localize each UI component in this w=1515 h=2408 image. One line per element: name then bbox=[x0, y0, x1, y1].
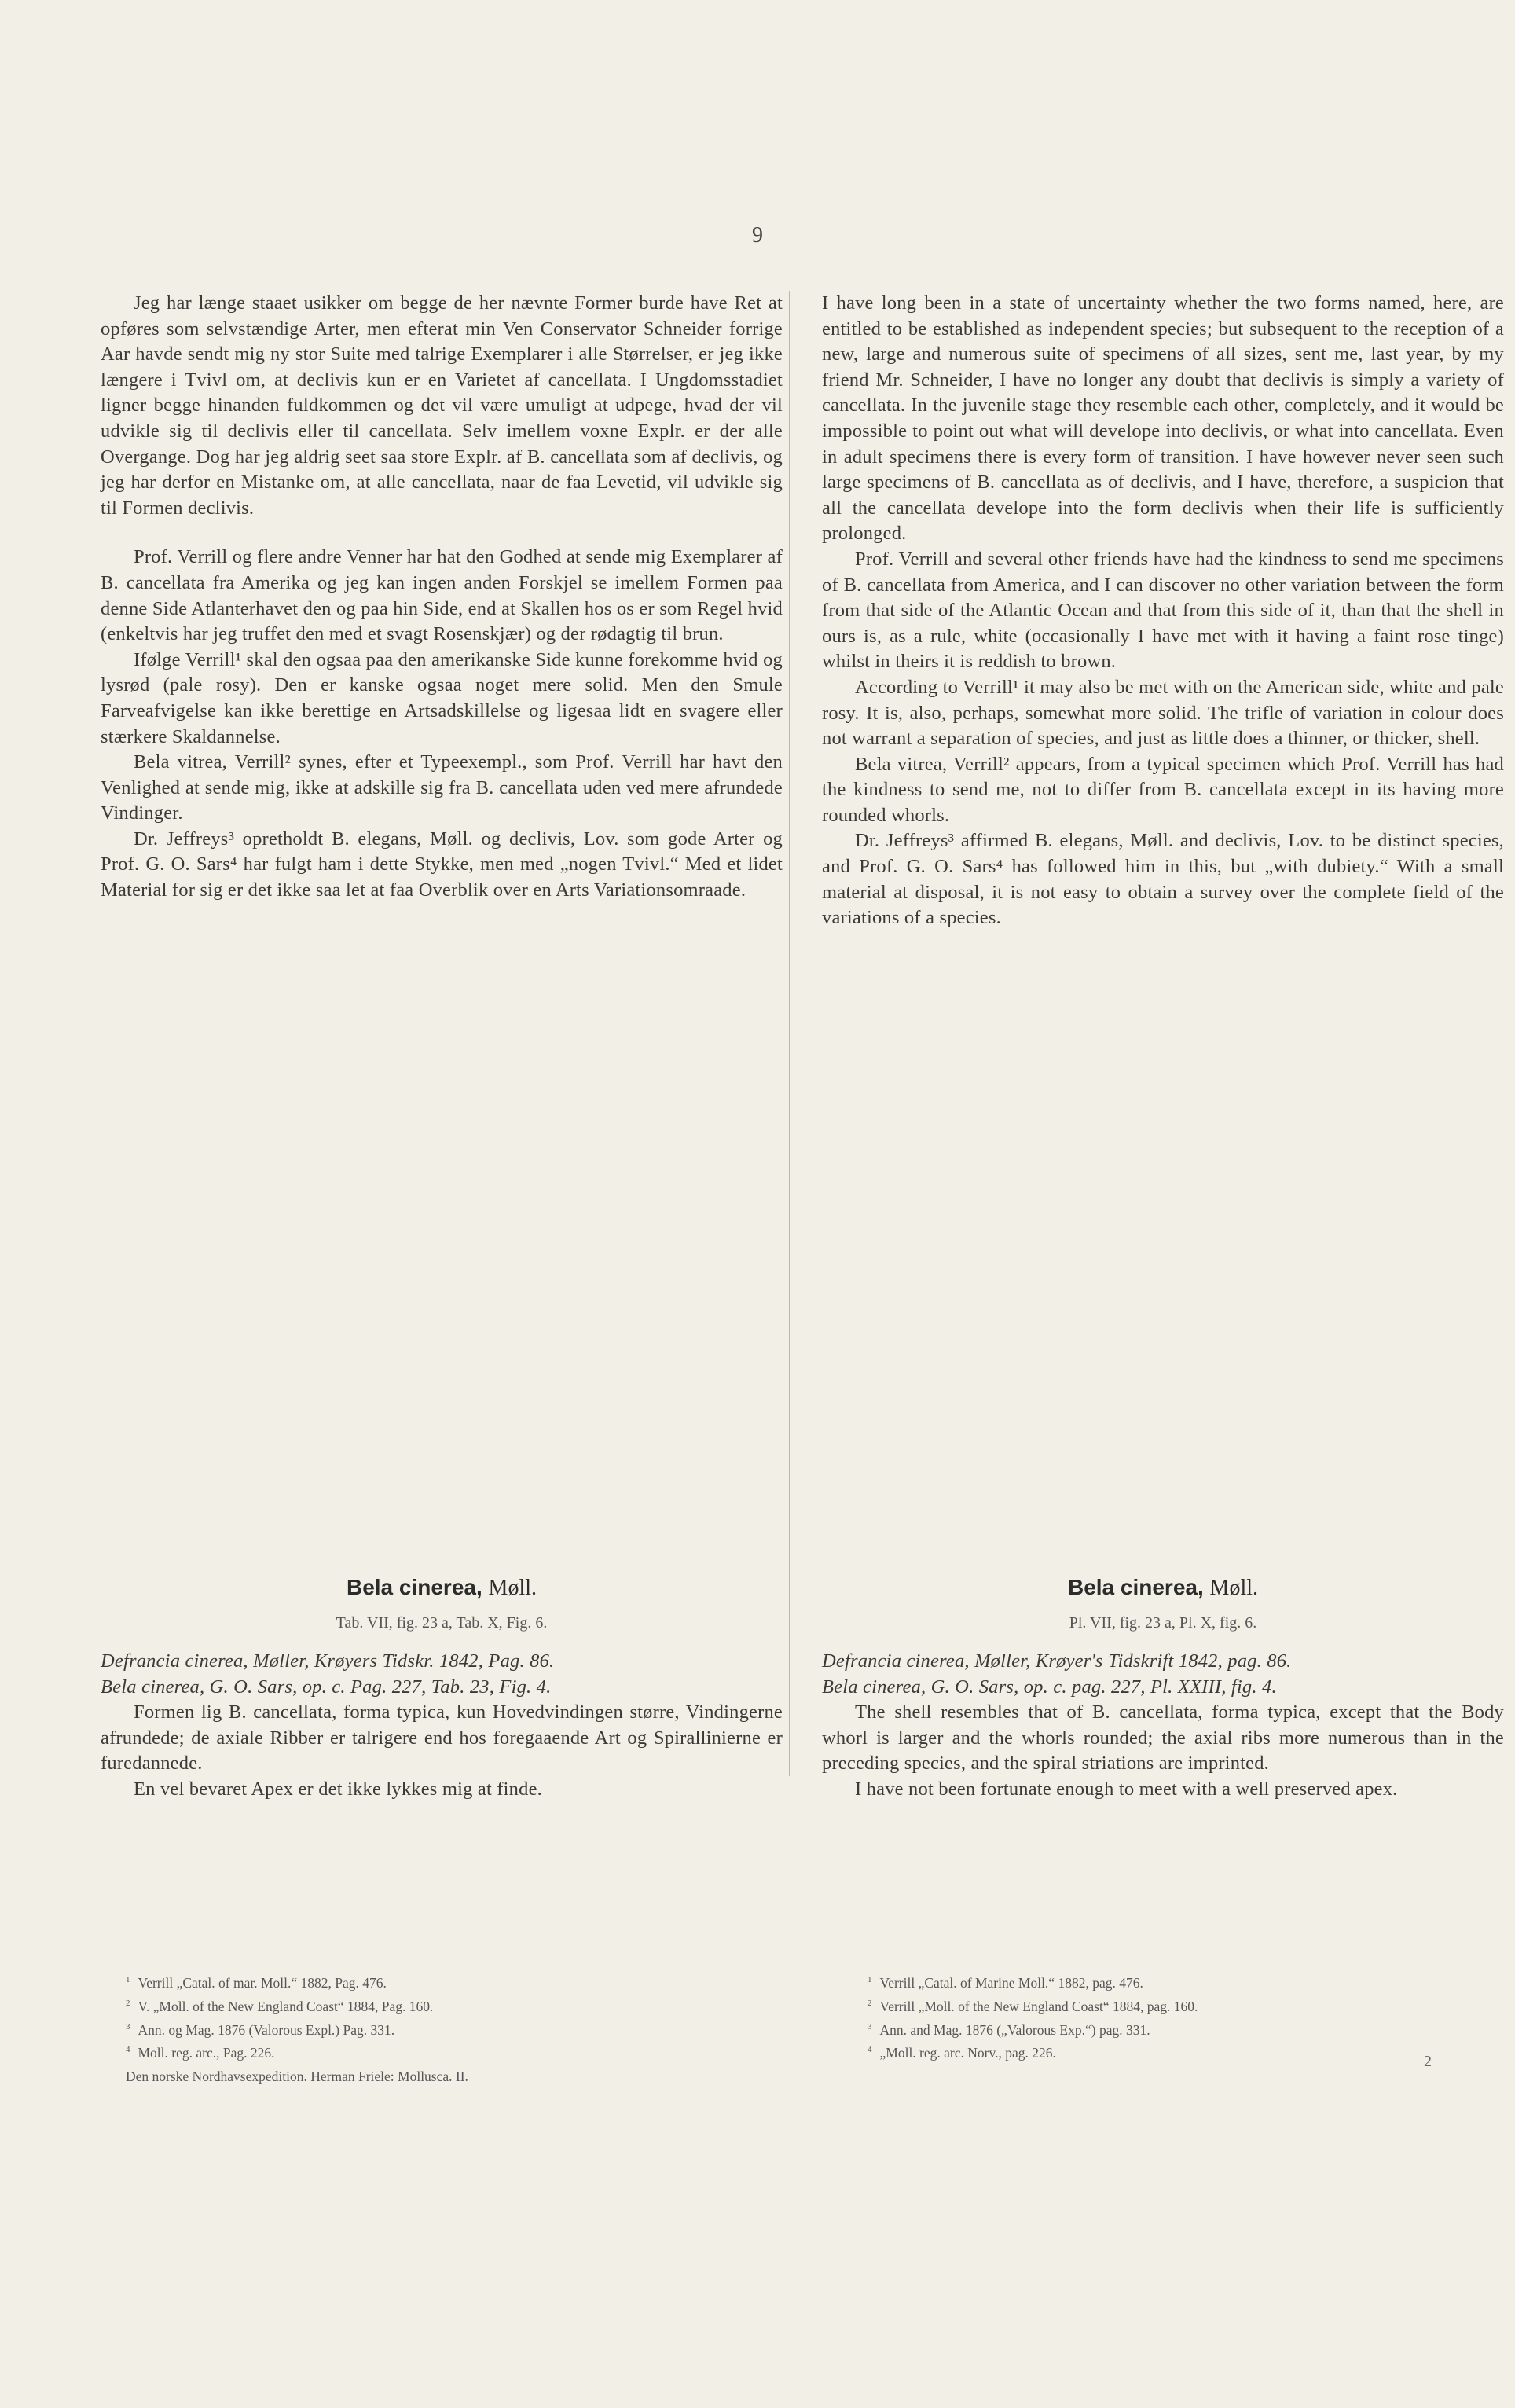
footnote-left-1: $^1$ Verrill „Catal. of mar. Moll.“ 1882, Pag. 476. bbox=[126, 1974, 387, 1991]
synonym-2-left: Bela cinerea, G. O. Sars, op. c. Pag. 227, Tab. 23, Fig. 4. bbox=[101, 1676, 552, 1698]
page-number: 9 bbox=[752, 223, 763, 248]
species-author-right: Møll. bbox=[1209, 1576, 1259, 1600]
column-divider bbox=[789, 291, 790, 1776]
left-paragraph-1: Jeg har længe staaet usikker om begge de her nævnte Former burde have Ret at opføres som selvstændige Arter, men efterat min Ven Conservator Schneider forrige Aar havde sendt mig ny stor Suite med talrige Exemplarer i alle Størrelser, er jeg ikke længere i Tvivl om, at declivis kun er en Varietet af cancellata. I Ungdomsstadiet ligner begge hinanden fuldkommen og det vil være umuligt at udpege, hvad der vil udvikle sig til declivis eller til cancellata. Selv imellem voxne Explr. er der alle Overgange. Dog har jeg aldrig seet saa store Explr. af B. cancellata som af declivis, og jeg har derfor en Mistanke om, at alle cancellata, naar de faa Levetid, vil udvikle sig til Formen declivis. bbox=[101, 292, 783, 519]
species-title-left: Bela cinerea, bbox=[346, 1575, 482, 1599]
footnote-right-2: $^2$ Verrill „Moll. of the New England Coast“ 1884, pag. 160. bbox=[868, 1998, 1198, 2014]
right-paragraph-5: Dr. Jeffreys³ affirmed B. elegans, Møll. and declivis, Lov. to be distinct species, and Prof. G. O. Sars⁴ has followed him in this, but „with dubiety.“ With a small material at disposal, it is not easy to obtain a survey over the complete field of the variations of a species. bbox=[822, 830, 1504, 929]
left-paragraph-2: Prof. Verrill og flere andre Venner har hat den Godhed at sende mig Exemplarer af B. cancellata fra Amerika og jeg kan ingen anden Forskjel se imellem Formen paa denne Side Atlanterhavet den og paa hin Side, end at Skallen hos os er som Regel hvid (enkeltvis har jeg truffet den med et svagt Rosenskjær) og der rødagtig til brun. bbox=[101, 546, 783, 645]
species-apex-right: I have not been fortunate enough to meet with a well preserved apex. bbox=[855, 1778, 1398, 1800]
signature-mark: 2 bbox=[1424, 2053, 1432, 2070]
species-body-right bbox=[822, 1649, 1504, 1803]
footnote-left-2: $^2$ V. „Moll. of the New England Coast“ 1884, Pag. 160. bbox=[126, 1998, 434, 2014]
footnote-right-3: $^3$ Ann. and Mag. 1876 („Valorous Exp.“) pag. 331. bbox=[868, 2021, 1150, 2038]
species-author-left: Møll. bbox=[488, 1576, 537, 1600]
footnote-left-3: $^3$ Ann. og Mag. 1876 (Valorous Expl.) Pag. 331. bbox=[126, 2021, 395, 2038]
left-paragraph-5: Dr. Jeffreys³ opretholdt B. elegans, Møll. og declivis, Lov. som gode Arter og Prof. G. O. Sars⁴ har fulgt ham i dette Stykke, men med „nogen Tvivl.“ Med et lidet Material for sig er det ikke saa let at faa Overblik over en Arts Variationsomraade. bbox=[101, 828, 783, 901]
right-paragraph-3: According to Verrill¹ it may also be met with on the American side, white and pale rosy. It is, also, perhaps, somewhat more solid. The trifle of variation in colour does not warrant a separation of species, and just as little does a thinner, or thicker, shell. bbox=[822, 676, 1504, 750]
plates-ref-left: Tab. VII, fig. 23 a, Tab. X, Fig. 6. bbox=[336, 1614, 548, 1632]
footnotes-left bbox=[126, 1969, 808, 2087]
right-paragraph-1: I have long been in a state of uncertainty whether the two forms named, here, are entitled to be established as independent species; but subsequent to the reception of a new, large and numerous suite of specimens of all sizes, sent me, last year, by my friend Mr. Schneider, I have no longer any doubt that declivis is simply a variety of cancellata. In the juvenile stage they resemble each other, completely, and it would be impossible to point out what will develope into declivis, or what into cancellata. Even in adult specimens there is every form of transition. I have however never seen such large specimens of B. cancellata as of declivis, and I have, therefore, a suspicion that all the cancellata develope into the form declivis when their life is sufficiently prolonged. bbox=[822, 292, 1504, 545]
footnote-right-4: $^4$ „Moll. reg. arc. Norv., pag. 226. bbox=[868, 2045, 1056, 2061]
species-heading-right bbox=[822, 1575, 1504, 1601]
synonym-2-right: Bela cinerea, G. O. Sars, op. c. pag. 227, Pl. XXIII, fig. 4. bbox=[822, 1676, 1277, 1698]
footnote-right-1: $^1$ Verrill „Catal. of Marine Moll.“ 1882, pag. 476. bbox=[868, 1974, 1143, 1991]
right-paragraph-4: Bela vitrea, Verrill² appears, from a typical specimen which Prof. Verrill has had the kindness to send me, not to differ from B. cancellata except in its having more rounded whorls. bbox=[822, 753, 1504, 826]
left-column-top bbox=[101, 291, 783, 904]
footnote-left-4: $^4$ Moll. reg. arc., Pag. 226. bbox=[126, 2045, 275, 2061]
footnotes-right bbox=[868, 1969, 1515, 2063]
synonym-1-right: Defrancia cinerea, Møller, Krøyer's Tidskrift 1842, pag. 86. bbox=[822, 1650, 1292, 1672]
species-heading-left bbox=[101, 1575, 783, 1601]
plates-ref-right: Pl. VII, fig. 23 a, Pl. X, fig. 6. bbox=[1069, 1614, 1257, 1632]
footer-imprint: Den norske Nordhavsexpedition. Herman Friele: Mollusca. II. bbox=[126, 2068, 468, 2085]
species-desc-left: Formen lig B. cancellata, forma typica, kun Hovedvindingen større, Vindingerne afrundede; de axiale Ribber er talrigere end hos foregaaende Art og Spirallinierne er furedannede. bbox=[101, 1701, 783, 1775]
right-column-top bbox=[822, 291, 1504, 931]
synonym-1-left: Defrancia cinerea, Møller, Krøyers Tidskr. 1842, Pag. 86. bbox=[101, 1650, 555, 1672]
species-desc-right: The shell resembles that of B. cancellata, forma typica, except that the Body whorl is larger and the whorls rounded; the axial ribs more numerous than in the preceding species, and the spiral striations are imprinted. bbox=[822, 1701, 1504, 1775]
species-apex-left: En vel bevaret Apex er det ikke lykkes mig at finde. bbox=[134, 1778, 542, 1800]
left-paragraph-4: Bela vitrea, Verrill² synes, efter et Typeexempl., som Prof. Verrill har havt den Venlighed at sende mig, ikke at adskille sig fra B. cancellata uden ved mere afrundede Vindinger. bbox=[101, 751, 783, 824]
right-paragraph-2: Prof. Verrill and several other friends have had the kindness to send me specimens of B. cancellata from America, and I can discover no other variation between the form from that side of the Atlantic Ocean and that from this side of it, than that the shell in ours is, as a rule, white (occasionally I have met with it having a faint rose tinge) whilst in theirs it is reddish to brown. bbox=[822, 548, 1504, 673]
left-paragraph-3: Ifølge Verrill¹ skal den ogsaa paa den amerikanske Side kunne forekomme hvid og lysrød (pale rosy). Den er kanske ogsaa noget mere solid. Men den Smule Farveafvigelse kan ikke berettige en Artsadskillelse og ligesaa lidt en svagere eller stærkere Skaldannelse. bbox=[101, 648, 783, 747]
species-title-right: Bela cinerea, bbox=[1067, 1575, 1204, 1599]
species-body-left bbox=[101, 1649, 783, 1803]
